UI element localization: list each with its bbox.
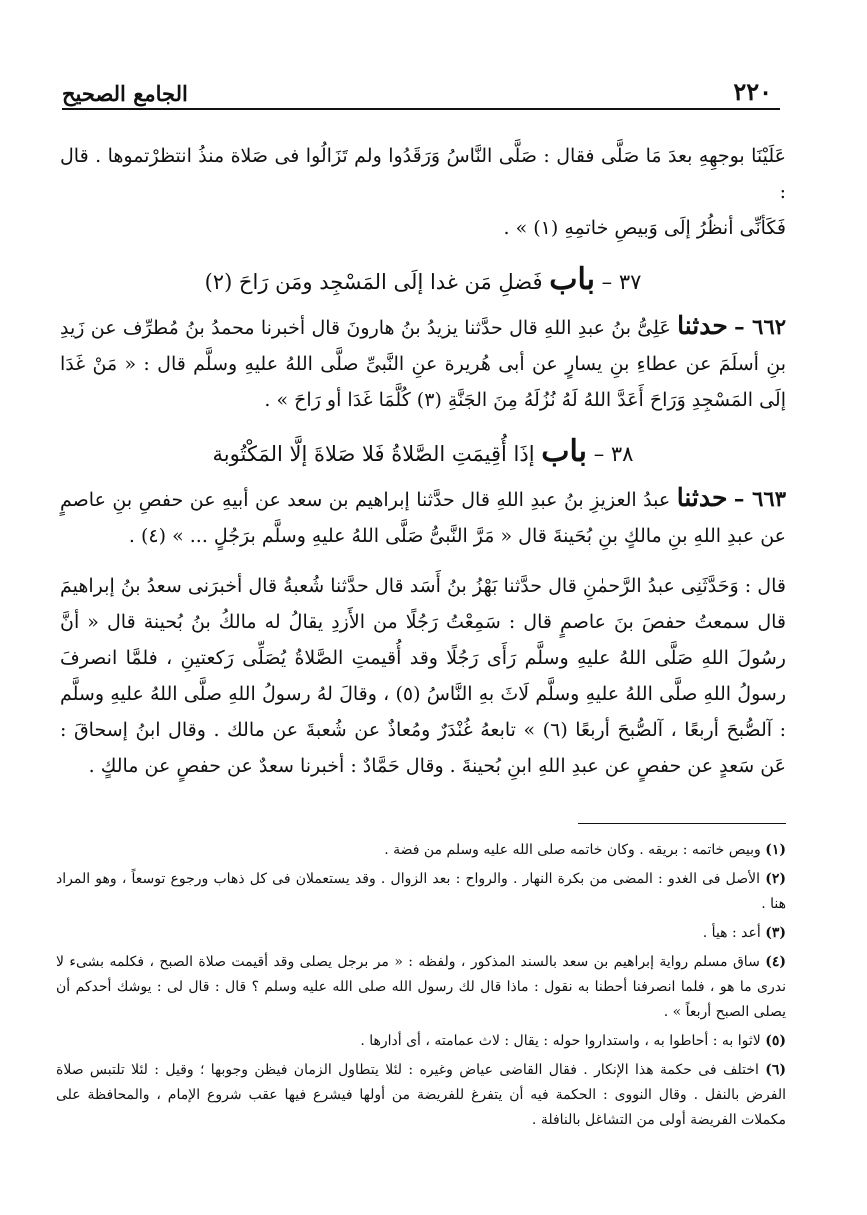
bab-word: باب [549, 262, 595, 297]
hadith-text: عبدُ العزيزِ بنُ عبدِ اللهِ قال حدَّثنا إبراهيم بن سعد عن أبيهِ عن حفصِ بنِ عاصمٍ عن عبدِ اللهِ بنِ مالكٍ بنِ بُحَينةَ قال « مَرَّ النَّبىُّ صَلَّى اللهُ عليهِ وسلَّم برَجُلٍ ... » (٤) . [60, 489, 786, 547]
page-number: ٢٢٠ [733, 77, 772, 106]
header-rule [62, 108, 780, 110]
footnote-text: اختلف فى حكمة هذا الإنكار . فقال القاضى عياض وغيره : لئلا يتطاول الزمان فيظن وجوبها ؛ وقيل : لئلا تلتبس صلاة الفرض بالنفل . وقال النووى : الحكمة فيه أن يتفرغ للفريضة من أولها فيشرع فيها عقب شروع الإمام ، والمحافظة على مكملات الفريضة أولى من التشاغل بالنافلة . [56, 1062, 786, 1128]
chapter-number: ٣٧ – [601, 270, 642, 294]
footnote-text: ساق مسلم رواية إبراهيم بن سعد بالسند المذكور ، ولفظه : « مر برجل يصلى وقد أقيمت صلاة الصبح ، فكلمه بشىء لا ندرى ما هو ، فلما انصرفنا أحطنا به نقول : ماذا قال لك رسول الله صلى الله عليه وسلم ؟ قال : قال لى : يوشك أحدكم أن يصلى الصبح أربعاً » . [56, 954, 786, 1020]
footnote-text: أعد : هيأ . [702, 925, 761, 941]
footnote [56, 921, 786, 946]
footnote-number: (٣) [765, 925, 786, 941]
footnote [56, 867, 786, 917]
haddathana-word: حدثنا [677, 311, 728, 340]
footnote-number: (١) [765, 842, 786, 858]
intro-line: عَلَيْنَا بوجهِهِ بعدَ مَا صَلَّى فقال : صَلَّى النَّاسُ وَرَقَدُوا ولم تَزَالُوا فى صَلاة منذُ انتظرْتموها . قال : [60, 145, 786, 203]
footnote [56, 950, 786, 1025]
footnote-number: (٢) [765, 871, 786, 887]
intro-line: فَكَأنِّى أنظُرُ إلَى وَبيصِ خاتمِهِ (١) » . [503, 217, 786, 239]
chapter-number: ٣٨ – [593, 442, 634, 466]
hadith-663 [60, 480, 786, 554]
main-text [60, 138, 786, 784]
hadith-662 [60, 308, 786, 418]
footnote [56, 1058, 786, 1133]
haddathana-word: حدثنا [676, 483, 728, 512]
footnote [56, 838, 786, 863]
paragraph-gap [60, 554, 786, 568]
chapter-heading-38 [60, 432, 786, 474]
footnotes [56, 838, 786, 1137]
footnote-rule [578, 823, 786, 824]
hadith-continuation: قال : وَحَدَّثَنِى عبدُ الرَّحمٰنِ قال حدَّثنا بَهْزُ بنُ أَسَد قال حدَّثنا شُعبةُ قال أخبرَنى سعدُ بنُ إبراهيمَ قال سمعتُ حفصَ بنَ عاصمٍ قال : سَمِعْتُ رَجُلًا من الأَزدِ يقالُ له مالكُ بنُ بُحينة قال « أنَّ رسُولَ اللهِ صَلَّى اللهُ عليهِ وسلَّم رَأَى رَجُلًا وقد أُقيمتِ الصَّلاةُ يُصَلِّى رَكعتينِ ، فلمَّا انصرفَ رسولُ اللهِ صلَّى اللهُ عليهِ وسلَّم لَاثَ بهِ النَّاسُ (٥) ، وقالَ لهُ رسولُ اللهِ صلَّى اللهُ عليهِ وسلَّم : آلصُّبحَ أربعًا ، آلصُّبحَ أربعًا (٦) » تابعهُ غُنْدَرٌ ومُعاذٌ عن شُعبةَ عن مالك . وقال ابنُ إسحاقَ : عَن سَعدٍ عن حفصٍ عن عبدِ اللهِ ابنِ بُحينةَ . وقال حَمَّادٌ : أخبرنا سعدٌ عن حفصٍ عن مالكٍ . [60, 575, 787, 777]
footnote-text: وبيص خاتمه : بريقه . وكان خاتمه صلى الله عليه وسلم من فضة . [384, 842, 761, 858]
running-title: الجامع الصحيح [62, 81, 188, 106]
page-header [62, 74, 772, 106]
chapter-title: إذَا أُقِيمَتِ الصَّلاةُ فَلا صَلاةَ إلَّا المَكْتُوبة [212, 442, 535, 466]
hadith-text: عَلِىُّ بنُ عبدِ اللهِ قال حدَّثنا يزيدُ بنُ هارونَ قال أخبرنا محمدُ بنُ مُطرِّف عن زَيدِ بنِ أسلَمَ عن عطاءِ بنِ يسارٍ عن أبى هُريرة عنِ النَّبىِّ صلَّى اللهُ عليهِ وسلَّم قال : « مَنْ غَدَا إلَى المَسْجِدِ وَرَاحَ أَعَدَّ اللهُ لَهُ نُزُلَهُ مِنَ الجَنَّةِ (٣) كُلَّمَا غَدَا أو رَاحَ » . [60, 317, 786, 411]
chapter-heading-37 [60, 260, 786, 302]
footnote-text: الأصل فى الغدو : المضى من بكرة النهار . والرواح : بعد الزوال . وقد يستعملان فى كل ذهاب ورجوع توسعاً ، وهو المراد هنا . [56, 871, 786, 912]
chapter-title: فَضلِ مَن غدا إلَى المَسْجِد ومَن رَاحَ (٢) [204, 270, 543, 294]
bab-word: باب [541, 434, 587, 469]
footnote-number: (٥) [765, 1033, 786, 1049]
footnote-number: (٦) [765, 1062, 787, 1078]
footnote [56, 1029, 786, 1054]
hadith-number: ٦٦٢ – [734, 314, 787, 339]
footnote-number: (٤) [765, 954, 787, 970]
hadith-number: ٦٦٣ – [733, 486, 786, 511]
footnote-text: لاثوا به : أحاطوا به ، واستداروا حوله : يقال : لاث عمامته ، أى أدارها . [360, 1033, 761, 1049]
